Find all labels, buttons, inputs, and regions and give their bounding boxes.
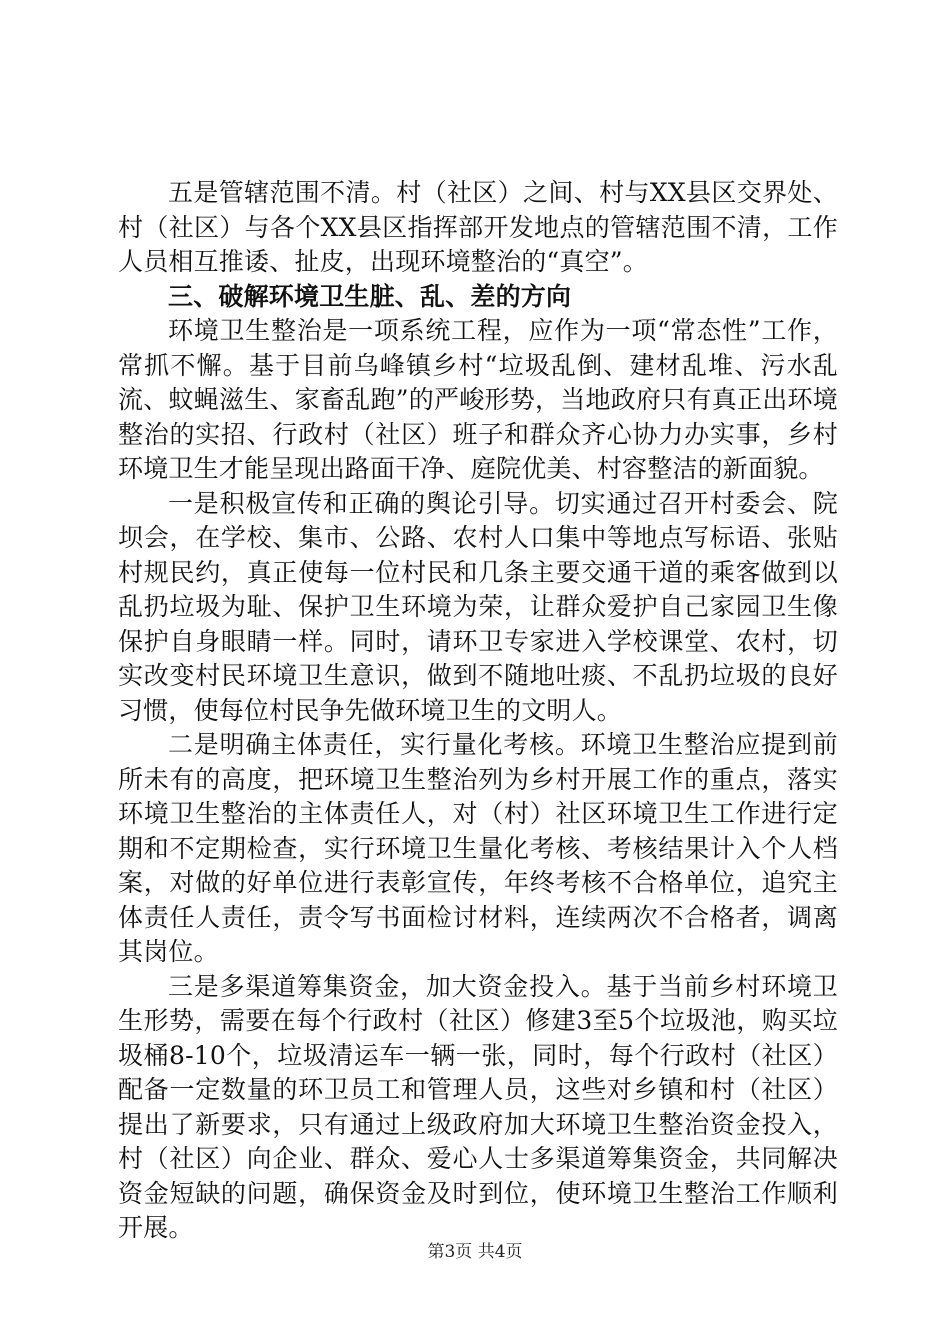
page-footer: 第3页 共4页 (427, 1242, 523, 1262)
paragraph-funding: 三是多渠道筹集资金，加大资金投入。基于当前乡村环境卫生形势，需要在每个行政村（社区）修建3至5个垃圾池，购买垃圾桶8-10个，垃圾清运车一辆一张，同时，每个行政村（社区）配备一定数量的环卫员工和管理人员，这些对乡镇和村（社区）提出了新要求，只有通过上级政府加大环境卫生整治资金投入，村（社区）向企业、群众、爱心人士多渠道筹集资金，共同解决资金短缺的问题，确保资金及时到位，使环境卫生整治工作顺利开展。 (118, 971, 838, 1242)
paragraph-jurisdiction: 五是管辖范围不清。村（社区）之间、村与XX县区交界处、村（社区）与各个XX县区指挥部开发地点的管辖范围不清，工作人员相互推诿、扯皮，出现环境整治的“真空”。 (118, 178, 838, 276)
paragraph-intro: 环境卫生整治是一项系统工程，应作为一项“常态性”工作，常抓不懈。基于目前乌峰镇乡村“垃圾乱倒、建材乱堆、污水乱流、蚊蝇滋生、家畜乱跑”的严峻形势，当地政府只有真正出环境整治的实招、行政村（社区）班子和群众齐心协力办实事，乡村环境卫生才能呈现出路面干净、庭院优美、村容整洁的新面貌。 (118, 316, 838, 483)
paragraph-publicity: 一是积极宣传和正确的舆论引导。切实通过召开村委会、院坝会，在学校、集市、公路、农村人口集中等地点写标语、张贴村规民约，真正使每一位村民和几条主要交通干道的乘客做到以乱扔垃圾为耻、保护卫生环境为荣，让群众爱护自己家园卫生像保护自身眼睛一样。同时，请环卫专家进入学校课堂、农村，切实改变村民环境卫生意识，做到不随地吐痰、不乱扔垃圾的良好习惯，使每位村民争先做环境卫生的文明人。 (118, 488, 838, 725)
section-heading: 三、破解环境卫生脏、乱、差的方向 (168, 281, 572, 311)
document-body (118, 176, 838, 1246)
paragraph-responsibility: 二是明确主体责任，实行量化考核。环境卫生整治应提到前所未有的高度，把环境卫生整治列为乡村开展工作的重点，落实环境卫生整治的主体责任人，对（村）社区环境卫生工作进行定期和不定期检查，实行环境卫生量化考核、考核结果计入个人档案，对做的好单位进行表彰宣传，年终考核不合格单位，追究主体责任人责任，责令写书面检讨材料，连续两次不合格者，调离其岗位。 (118, 730, 838, 966)
